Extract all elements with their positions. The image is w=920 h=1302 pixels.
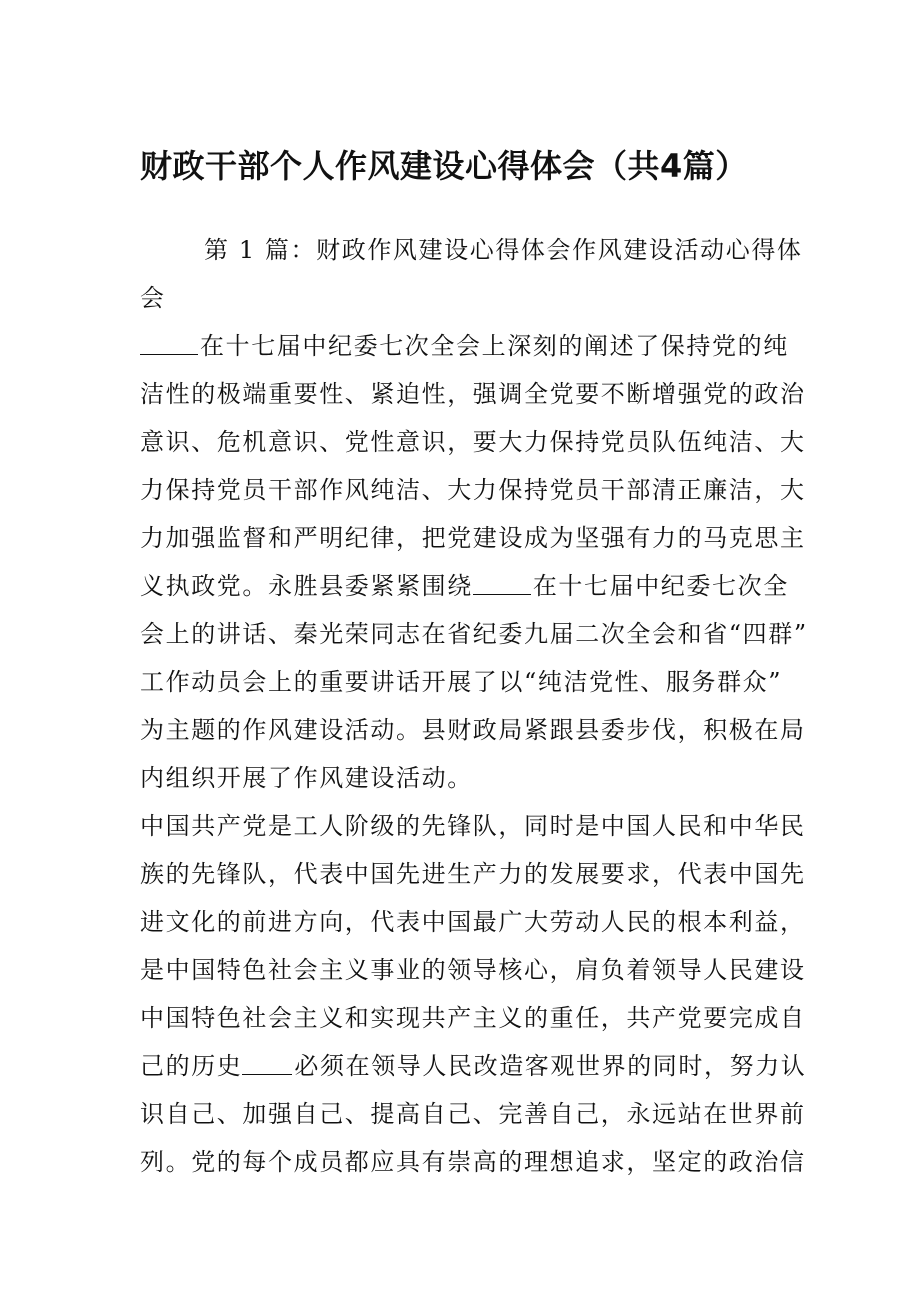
paragraph-line: 意识、危机意识、党性意识，要大力保持党员队伍纯洁、大 <box>140 428 806 456</box>
paragraph-line: 中国共产党是工人阶级的先锋队，同时是中国人民和中华民 <box>140 812 806 840</box>
paragraph-line: 是中国特色社会主义事业的领导核心，肩负着领导人民建设 <box>140 956 806 984</box>
blank-underline <box>140 322 198 355</box>
paragraph-line: 洁性的极端重要性、紧迫性，强调全党要不断增强党的政治 <box>140 380 806 408</box>
paragraph-line: 会上的讲话、秦光荣同志在省纪委九届二次全会和省“四群” <box>140 620 808 648</box>
paragraph-text: 义执政党。永胜县委紧紧围绕 <box>140 572 473 600</box>
paragraph-line: 识自己、加强自己、提高自己、完善自己，永远站在世界前 <box>140 1100 806 1128</box>
chapter-heading-line: 第 1 篇：财政作风建设心得体会作风建设活动心得体 <box>204 236 803 264</box>
paragraph-line <box>140 322 789 370</box>
paragraph-line: 力保持党员干部作风纯洁、大力保持党员干部清正廉洁，大 <box>140 476 806 504</box>
paragraph-line: 进文化的前进方向，代表中国最广大劳动人民的根本利益， <box>140 908 806 936</box>
paragraph-line <box>140 562 789 610</box>
paragraph-text: 在十七届中纪委七次全 <box>532 572 789 600</box>
blank-underline <box>242 1042 292 1075</box>
chapter-heading-line-continued: 会 <box>140 284 166 312</box>
paragraph-line: 内组织开展了作风建设活动。 <box>140 764 473 792</box>
document-body <box>140 226 808 1186</box>
paragraph-text: 己的历史 <box>140 1052 243 1080</box>
paragraph-line: 力加强监督和严明纪律，把党建设成为坚强有力的马克思主 <box>140 524 806 552</box>
paragraph-line: 为主题的作风建设活动。县财政局紧跟县委步伐，积极在局 <box>140 716 806 744</box>
paragraph-text: 必须在领导人民改造客观世界的同时，努力认 <box>294 1052 807 1080</box>
paragraph-line: 列。党的每个成员都应具有崇高的理想追求，坚定的政治信 <box>140 1148 806 1176</box>
document-title: 财政干部个人作风建设心得体会（共4篇） <box>140 147 748 185</box>
paragraph-line: 工作动员会上的重要讲话开展了以“纯洁党性、服务群众” <box>140 668 783 696</box>
paragraph-text: 在十七届中纪委七次全会上深刻的阐述了保持党的纯 <box>200 332 789 360</box>
paragraph-line: 中国特色社会主义和实现共产主义的重任，共产党要完成自 <box>140 1004 806 1032</box>
paragraph-line: 族的先锋队，代表中国先进生产力的发展要求，代表中国先 <box>140 860 806 888</box>
blank-underline <box>473 562 531 595</box>
paragraph-line <box>140 1042 807 1090</box>
